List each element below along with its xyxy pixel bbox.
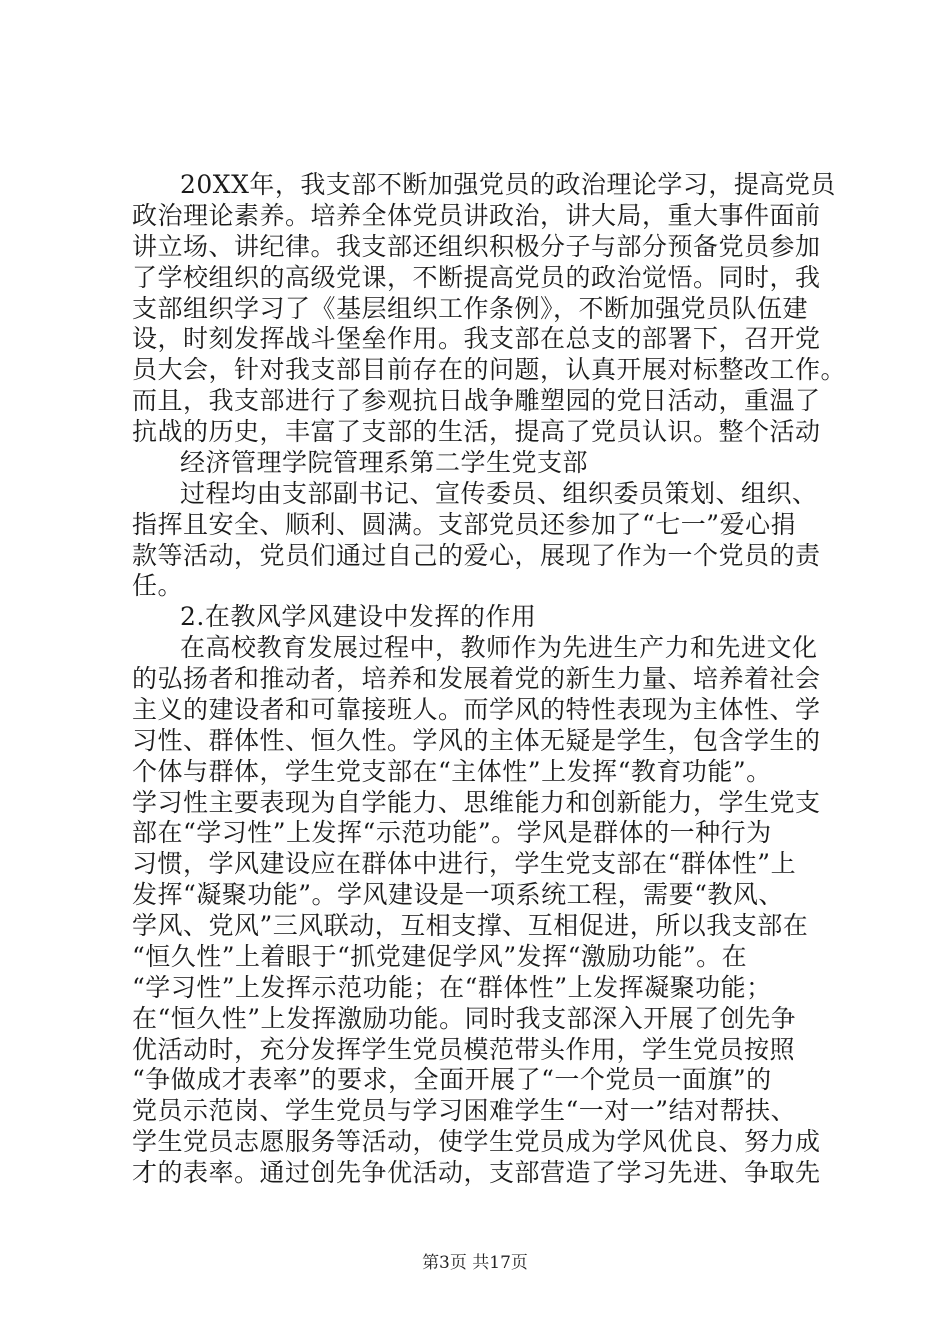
- paragraph-line: 过程均由支部副书记、宣传委员、组织委员策划、组织、: [180, 478, 818, 508]
- paragraph-line: 发挥“凝聚功能”。学风建设是一项系统工程，需要“教风、: [132, 880, 784, 910]
- paragraph-line: 学生党员志愿服务等活动，使学生党员成为学风优良、努力成: [132, 1127, 821, 1157]
- paragraph-line: 学习性主要表现为自学能力、思维能力和创新能力，学生党支: [132, 787, 821, 817]
- paragraph-line: 优活动时，充分发挥学生党员模范带头作用，学生党员按照: [132, 1034, 796, 1064]
- paragraph-line: 主义的建设者和可靠接班人。而学风的特性表现为主体性、学: [132, 694, 821, 724]
- paragraph-line: 款等活动，党员们通过自己的爱心，展现了作为一个党员的责: [132, 540, 821, 570]
- paragraph-line: 政治理论素养。培养全体党员讲政治，讲大局，重大事件面前: [132, 200, 821, 230]
- paragraph-line: 任。: [132, 571, 184, 601]
- paragraph-line: 个体与群体，学生党支部在“主体性”上发挥“教育功能”。: [132, 756, 772, 786]
- paragraph-line: 支部组织学习了《基层组织工作条例》，不断加强党员队伍建: [132, 293, 809, 323]
- paragraph-line: 而且，我支部进行了参观抗日战争雕塑园的党日活动，重温了: [132, 386, 821, 416]
- paragraph-line: 习性、群体性、恒久性。学风的主体无疑是学生，包含学生的: [132, 725, 821, 755]
- paragraph-line: 了学校组织的高级党课，不断提高党员的政治觉悟。同时，我: [132, 262, 821, 292]
- branch-name-line: 经济管理学院管理系第二学生党支部: [180, 447, 589, 477]
- paragraph-line: 在“恒久性”上发挥激励功能。同时我支部深入开展了创先争: [132, 1003, 797, 1033]
- paragraph-line: 在高校教育发展过程中，教师作为先进生产力和先进文化: [180, 633, 818, 663]
- paragraph-line: 抗战的历史，丰富了支部的生活，提高了党员认识。整个活动: [132, 417, 821, 446]
- paragraph-line: “争做成才表率”的要求，全面开展了“一个党员一面旗”的: [132, 1065, 772, 1095]
- paragraph-line: 指挥且安全、顺利、圆满。支部党员还参加了“七一”爱心捐: [132, 509, 797, 539]
- section-heading: 2.在教风学风建设中发挥的作用: [180, 602, 537, 632]
- paragraph-line: 20XX年，我支部不断加强党员的政治理论学习，提高党员: [180, 170, 836, 199]
- paragraph-line: 讲立场、讲纪律。我支部还组织积极分子与部分预备党员参加: [132, 231, 821, 261]
- paragraph-line: “学习性”上发挥示范功能；在“群体性”上发挥凝聚功能；: [132, 972, 772, 1002]
- paragraph-line: 才的表率。通过创先争优活动，支部营造了学习先进、争取先: [132, 1158, 821, 1187]
- paragraph-line: 员大会，针对我支部目前存在的问题，认真开展对标整改工作。: [132, 355, 847, 385]
- paragraph-line: “恒久性”上着眼于“抓党建促学风”发挥“激励功能”。在: [132, 941, 748, 971]
- paragraph-line: 设，时刻发挥战斗堡垒作用。我支部在总支的部署下，召开党: [132, 324, 821, 354]
- paragraph-line: 的弘扬者和推动者，培养和发展着党的新生力量、培养着社会: [132, 664, 821, 693]
- paragraph-line: 党员示范岗、学生党员与学习困难学生“一对一”结对帮扶、: [132, 1096, 797, 1126]
- page-number-footer: 第3页 共17页: [422, 1253, 528, 1273]
- paragraph-line: 部在“学习性”上发挥“示范功能”。学风是群体的一种行为: [132, 818, 772, 848]
- paragraph-line: 习惯，学风建设应在群体中进行，学生党支部在“群体性”上: [132, 849, 797, 879]
- paragraph-line: 学风、党风”三风联动，互相支撑、互相促进，所以我支部在: [132, 911, 809, 940]
